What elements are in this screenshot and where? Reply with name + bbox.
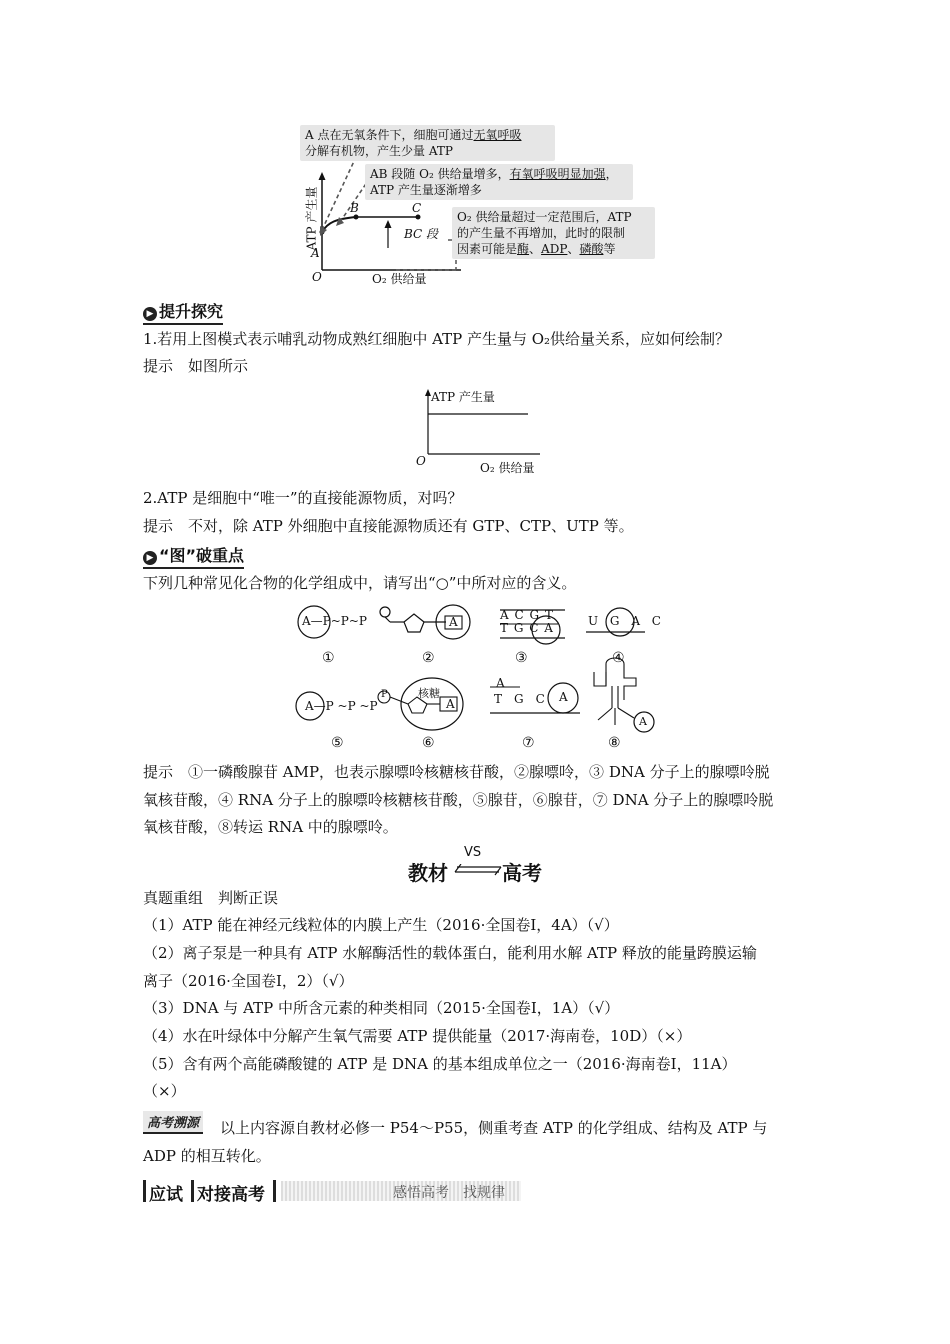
formula-5: A—P ~P ~P bbox=[305, 699, 378, 713]
source-line-1: 以上内容源自教材必修一 P54～P55，侧重考查 ATP 的化学组成、结构及 ATP 与 bbox=[220, 1119, 768, 1137]
source-line-2: ADP 的相互转化。 bbox=[143, 1147, 271, 1165]
rbc-chart-x-label: O₂ 供给量 bbox=[480, 461, 535, 475]
tf-item-2-cont: 离子（2016·全国卷Ⅰ，2）（√） bbox=[143, 972, 354, 990]
formula-7-bottom: T G C bbox=[494, 692, 545, 706]
vs-left: 教材 bbox=[408, 861, 448, 885]
answer-2: 提示 不对，除 ATP 外细胞中直接能源物质还有 GTP、CTP、UTP 等。 bbox=[143, 517, 634, 535]
play-icon: ▶ bbox=[143, 551, 157, 565]
formula-8-a: A bbox=[639, 715, 647, 728]
exam-banner bbox=[143, 1178, 521, 1204]
formula-6-p: P bbox=[381, 689, 388, 700]
rbc-chart bbox=[410, 384, 550, 479]
figure-number-3: ③ bbox=[515, 650, 528, 666]
figure-hint-line-3: 氧核苷酸，⑧转运 RNA 中的腺嘌呤。 bbox=[143, 818, 398, 836]
origin-label: O bbox=[312, 270, 322, 284]
rbc-chart-origin: O bbox=[416, 454, 426, 468]
answer-1: 提示 如图所示 bbox=[143, 357, 249, 375]
vs-banner bbox=[408, 845, 548, 885]
figure-number-7: ⑦ bbox=[522, 735, 535, 751]
point-c-label: C bbox=[412, 201, 422, 215]
point-b-label: B bbox=[350, 201, 359, 215]
vs-label: VS bbox=[464, 845, 482, 860]
y-axis-label: ATP 产生量 bbox=[304, 186, 319, 251]
figure-number-6: ⑥ bbox=[422, 735, 435, 751]
point-a-label: A bbox=[311, 246, 320, 260]
section-header-explore: ▶ 提升探究 bbox=[143, 299, 223, 322]
tf-item-4: （4）水在叶绿体中分解产生氧气需要 ATP 提供能量（2017·海南卷，10D）（×） bbox=[143, 1027, 692, 1045]
question-1: 1.若用上图模式表示哺乳动物成熟红细胞中 ATP 产生量与 O₂供给量关系，应如何绘制？ bbox=[143, 330, 731, 348]
note-bc-box: O₂ 供给量超过一定范围后，ATP 的产生量不再增加，此时的限制 因素可能是酶、ADP、磷酸等 bbox=[452, 207, 655, 259]
exam-banner-part1: 应试 bbox=[149, 1185, 183, 1205]
source-tag: 高考溯源 bbox=[143, 1111, 203, 1134]
exam-banner-bar-3 bbox=[273, 1180, 276, 1202]
figure-number-4: ④ bbox=[612, 650, 625, 666]
double-arrow-icon bbox=[453, 864, 503, 876]
x-axis-label: O₂ 供给量 bbox=[372, 272, 427, 286]
formula-6-sugar: 核糖 bbox=[418, 687, 440, 700]
formula-6-a: A bbox=[446, 697, 455, 711]
figure-number-5: ⑤ bbox=[331, 735, 344, 751]
formula-7-top: A bbox=[496, 676, 505, 690]
exam-banner-part2: 对接高考 bbox=[197, 1185, 265, 1205]
formula-3-top: A C G T bbox=[500, 608, 554, 622]
true-false-title: 真题重组 判断正误 bbox=[143, 889, 279, 907]
figure-hint-line-2: 氧核苷酸，④ RNA 分子上的腺嘌呤核糖核苷酸，⑤腺苷，⑥腺苷，⑦ DNA 分子上的腺嘌呤脱 bbox=[143, 791, 774, 809]
section-header-figure: ▶ “图”破重点 bbox=[143, 543, 244, 566]
figure-number-1: ① bbox=[322, 650, 335, 666]
exam-banner-right: 感悟高考 找规律 bbox=[393, 1185, 505, 1201]
tf-item-5-cont: （×） bbox=[143, 1082, 186, 1100]
question-2: 2.ATP 是细胞中“唯一”的直接能源物质，对吗？ bbox=[143, 489, 463, 507]
formula-3-bottom: T G C A bbox=[500, 621, 554, 635]
note-a-box: A 点在无氧条件下，细胞可通过无氧呼吸 分解有机物，产生少量 ATP bbox=[300, 125, 555, 161]
note-ab-box: AB 段随 O₂ 供给量增多，有氧呼吸明显加强， ATP 产生量逐渐增多 bbox=[365, 164, 633, 200]
rbc-chart-y-label: ATP 产生量 bbox=[431, 390, 495, 404]
exam-banner-mid-bar bbox=[191, 1180, 194, 1202]
tf-item-5: （5）含有两个高能磷酸键的 ATP 是 DNA 的基本组成单位之一（2016·海南卷Ⅰ，11A） bbox=[143, 1055, 737, 1073]
vs-right: 高考 bbox=[502, 861, 542, 885]
figure-hint-line-1: 提示 ①一磷酸腺苷 AMP，也表示腺嘌呤核糖核苷酸，②腺嘌呤，③ DNA 分子上的腺嘌呤脱 bbox=[143, 763, 770, 781]
exam-banner-left-bar bbox=[143, 1180, 146, 1202]
figure-number-8: ⑧ bbox=[608, 735, 621, 751]
figure-intro: 下列几种常见化合物的化学组成中，请写出“○”中所对应的含义。 bbox=[143, 574, 577, 592]
figure-number-2: ② bbox=[422, 650, 435, 666]
formula-7-a: A bbox=[559, 690, 568, 704]
formula-4: U G A C bbox=[588, 614, 665, 628]
play-icon: ▶ bbox=[143, 307, 157, 321]
tf-item-3: （3）DNA 与 ATP 中所含元素的种类相同（2015·全国卷Ⅰ，1A）（√） bbox=[143, 999, 620, 1017]
tf-item-2: （2）离子泵是一种具有 ATP 水解酶活性的载体蛋白，能利用水解 ATP 释放的能量跨膜运输 bbox=[143, 944, 757, 962]
tf-item-1: （1）ATP 能在神经元线粒体的内膜上产生（2016·全国卷Ⅰ，4A）（√） bbox=[143, 916, 619, 934]
bc-segment-label: BC 段 bbox=[404, 227, 439, 241]
formula-2-a: A bbox=[449, 615, 458, 629]
formula-1: A—P~P~P bbox=[302, 614, 367, 628]
